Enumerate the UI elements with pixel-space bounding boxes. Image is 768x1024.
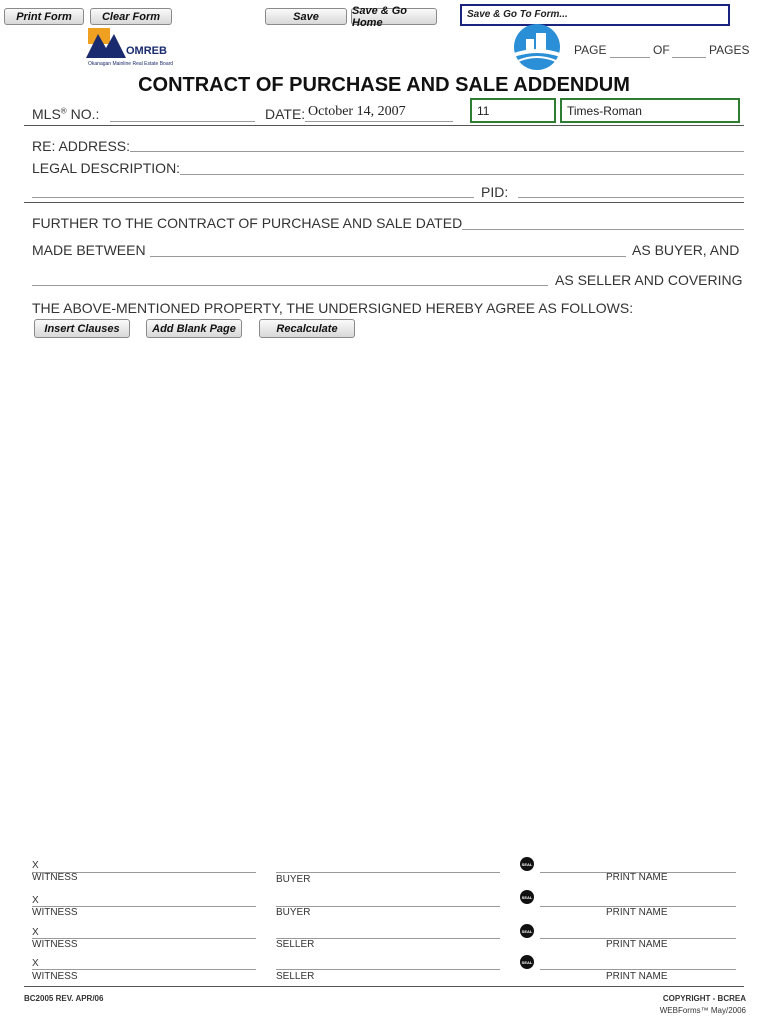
font-size-field[interactable]: 11 [470,98,556,123]
seal-icon: SEAL [520,924,534,938]
omreb-logo [86,26,196,72]
of-label: OF [653,43,670,57]
date-label: DATE: [265,106,306,122]
mls-number-field[interactable] [110,121,255,122]
buyer-label: BUYER [276,874,311,885]
divider [24,202,744,203]
seller-name-field[interactable] [32,285,548,286]
as-buyer-label: AS BUYER, AND [632,242,740,258]
total-pages-field[interactable] [672,57,706,58]
clear-form-button[interactable]: Clear Form [90,8,172,25]
witness-label: WITNESS [32,872,78,883]
x-mark: X [32,927,39,938]
print-name-field[interactable] [540,969,736,970]
page-label: PAGE [574,43,607,57]
print-name-label: PRINT NAME [606,907,668,918]
print-name-label: PRINT NAME [606,971,668,982]
as-seller-label: AS SELLER AND COVERING [555,272,743,288]
save-go-to-form-select[interactable]: Save & Go To Form... [460,4,730,26]
witness-label: WITNESS [32,971,78,982]
seller-label: SELLER [276,971,315,982]
made-between-label: MADE BETWEEN [32,242,146,258]
date-underline [305,121,453,122]
seller-label: SELLER [276,939,315,950]
x-mark: X [32,860,39,871]
agree-label: THE ABOVE-MENTIONED PROPERTY, THE UNDERSIGNED HEREBY AGREE AS FOLLOWS: [32,300,634,316]
buyer-name-field[interactable] [150,256,626,257]
legal-description-field[interactable] [180,174,744,175]
x-mark: X [32,895,39,906]
logo-full-name: Okanagan Mainline Real Estate Board [88,61,174,67]
buyer-signature-field[interactable] [276,872,500,873]
address-field[interactable] [130,151,744,152]
divider [24,986,744,987]
revision-label: BC2005 REV. APR/06 [24,994,104,1003]
seller-witness-line[interactable] [32,969,256,970]
legal-description-field-2[interactable] [32,197,474,198]
seal-icon: SEAL [520,857,534,871]
witness-label: WITNESS [32,939,78,950]
seal-icon: SEAL [520,890,534,904]
add-blank-page-button[interactable]: Add Blank Page [146,319,242,338]
logo-abbr: OMREB [126,45,167,57]
date-field[interactable]: October 14, 2007 [308,104,406,119]
print-form-button[interactable]: Print Form [4,8,84,25]
buyer-label: BUYER [276,907,311,918]
building-emblem-icon [512,23,562,71]
save-button[interactable]: Save [265,8,347,25]
contract-date-field[interactable] [462,229,744,230]
x-mark: X [32,958,39,969]
recalculate-button[interactable]: Recalculate [259,319,355,338]
divider [24,125,744,126]
clauses-text-area[interactable] [30,342,742,854]
font-name-field[interactable]: Times-Roman [560,98,740,123]
page-title: CONTRACT OF PURCHASE AND SALE ADDENDUM [138,74,630,96]
seller-signature-field[interactable] [276,969,500,970]
seal-icon: SEAL [520,955,534,969]
print-name-label: PRINT NAME [606,872,668,883]
legal-description-label: LEGAL DESCRIPTION: [32,160,181,176]
witness-label: WITNESS [32,907,78,918]
pid-field[interactable] [518,197,744,198]
webforms-label: WEBForms™ May/2006 [659,1006,746,1015]
page-number-field[interactable] [610,57,650,58]
pid-label: PID: [481,184,509,200]
mls-label: MLS® NO.: [32,106,100,122]
further-label: FURTHER TO THE CONTRACT OF PURCHASE AND SALE DATED [32,215,463,231]
print-name-label: PRINT NAME [606,939,668,950]
copyright-label: COPYRIGHT - BCREA [662,994,746,1003]
insert-clauses-button[interactable]: Insert Clauses [34,319,130,338]
save-go-home-button[interactable]: Save & Go Home [351,8,437,25]
pages-label: PAGES [709,43,750,57]
address-label: RE: ADDRESS: [32,138,131,154]
